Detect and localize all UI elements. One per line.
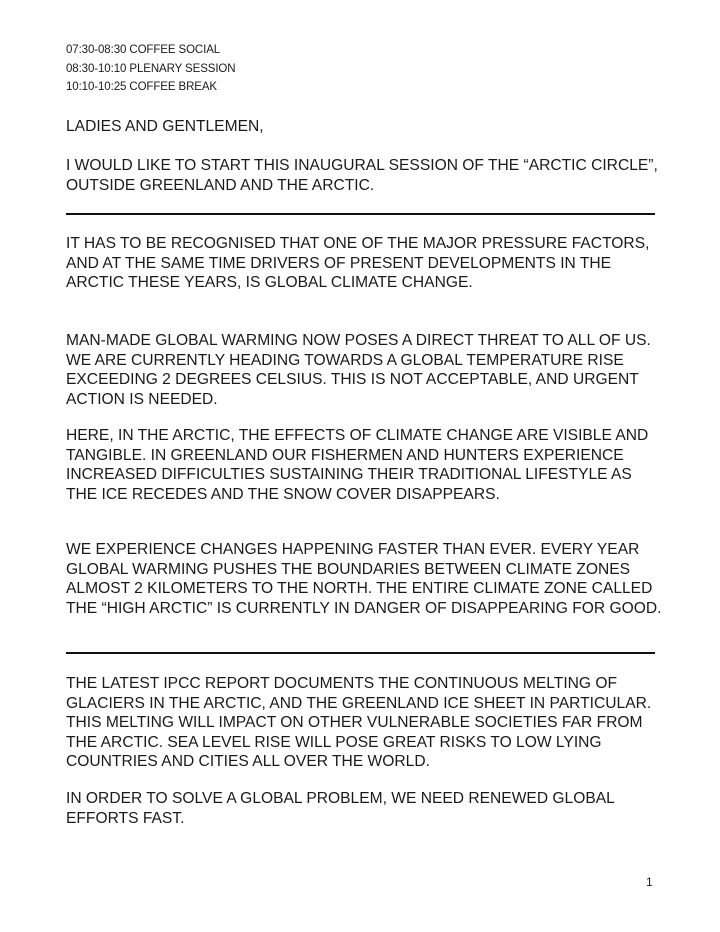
schedule <box>66 41 235 97</box>
arctic-effects-paragraph: HERE, IN THE ARCTIC, THE EFFECTS OF CLIMATE CHANGE ARE VISIBLE AND TANGIBLE. IN GREENLAND OUR FISHERMEN AND HUNTERS EXPERIENCE INCREASED DIFFICULTIES SUSTAINING THEIR TRADITIONAL LIFESTYLE AS THE ICE RECEDES AND THE SNOW COVER DISAPPEARS. <box>66 427 649 503</box>
conclusion-paragraph: IN ORDER TO SOLVE A GLOBAL PROBLEM, WE NEED RENEWED GLOBAL EFFORTS FAST. <box>66 790 615 827</box>
section-divider <box>66 213 655 215</box>
changes-paragraph: WE EXPERIENCE CHANGES HAPPENING FASTER THAN EVER. EVERY YEAR GLOBAL WARMING PUSHES THE BOUNDARIES BETWEEN CLIMATE ZONES ALMOST 2 KILOMETERS TO THE NORTH. THE ENTIRE CLIMATE ZONE CALLED THE “HIGH ARCTIC” IS CURRENTLY IN DANGER OF DISAPPEARING FOR GOOD. <box>66 541 662 617</box>
schedule-item: 07:30-08:30 COFFEE SOCIAL <box>66 44 221 56</box>
pressure-factors-paragraph: IT HAS TO BE RECOGNISED THAT ONE OF THE MAJOR PRESSURE FACTORS, AND AT THE SAME TIME DRIVERS OF PRESENT DEVELOPMENTS IN THE ARCTIC THESE YEARS, IS GLOBAL CLIMATE CHANGE. <box>66 235 650 292</box>
page-number: 1 <box>646 875 653 889</box>
ipcc-paragraph: THE LATEST IPCC REPORT DOCUMENTS THE CONTINUOUS MELTING OF GLACIERS IN THE ARCTIC, AND THE GREENLAND ICE SHEET IN PARTICULAR. THIS MELTING WILL IMPACT ON OTHER VULNERABLE SOCIETIES FAR FROM THE ARCTIC. SEA LEVEL RISE WILL POSE GREAT RISKS TO LOW LYING COUNTRIES AND CITIES ALL OVER THE WORLD. <box>66 675 652 771</box>
opening-paragraph: I WOULD LIKE TO START THIS INAUGURAL SESSION OF THE “ARCTIC CIRCLE”, OUTSIDE GREENLAND AND THE ARCTIC. <box>66 157 658 194</box>
section-divider <box>66 652 655 654</box>
global-warming-paragraph: MAN-MADE GLOBAL WARMING NOW POSES A DIRECT THREAT TO ALL OF US. WE ARE CURRENTLY HEADING TOWARDS A GLOBAL TEMPERATURE RISE EXCEEDING 2 DEGREES CELSIUS. THIS IS NOT ACCEPTABLE, AND URGENT ACTION IS NEEDED. <box>66 332 651 408</box>
schedule-item: 08:30-10:10 PLENARY SESSION <box>66 62 236 75</box>
greeting-paragraph: LADIES AND GENTLEMEN, <box>66 118 264 135</box>
schedule-item: 10:10-10:25 COFFEE BREAK <box>66 81 218 93</box>
